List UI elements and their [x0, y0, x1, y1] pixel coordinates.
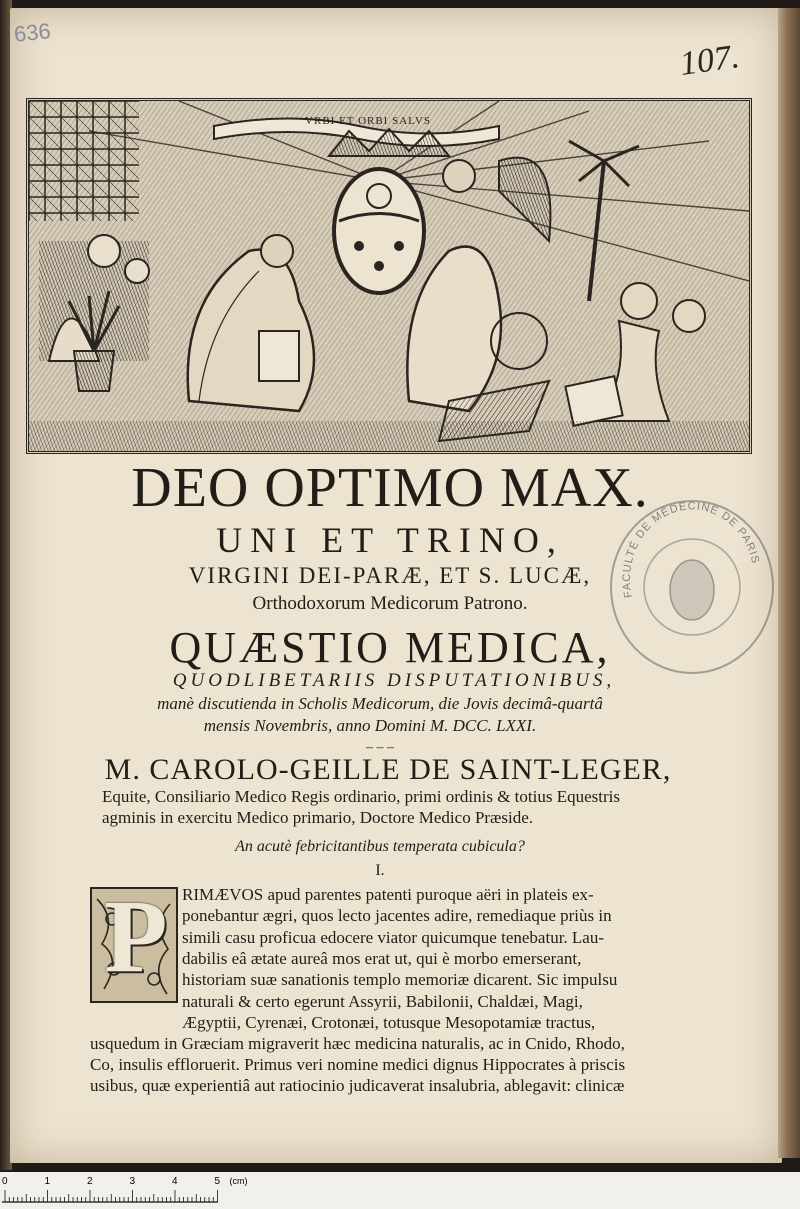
engraving-banner-text: VRBI ET ORBI SALVS [305, 115, 431, 127]
body-line: usibus, quæ experientiâ aut ratiocinio judicaverat insalubria, ablegavit: clinicæ [90, 1076, 625, 1095]
stamp-text: FACULTÉ DE MÉDECINE DE PARIS [620, 502, 762, 599]
title-quodlibetariis: QUODLIBETARIIS DISPUTATIONIBUS, [172, 670, 616, 691]
initial-letter: P [104, 887, 168, 994]
section-number: I. [375, 862, 385, 879]
title-uni-et-trino: UNI ET TRINO, [216, 520, 564, 560]
body-line: usquedum in Græciam migraverit hæc medicina naturalis, ac in Cnido, Rhodo, [90, 1034, 625, 1053]
thesis-question: An acutè febricitantibus temperata cubicula? [235, 838, 525, 855]
folio-corner-number: 636 [12, 18, 52, 47]
decorated-initial [90, 887, 178, 1003]
folio-number: 107. [677, 38, 742, 83]
body-line: simili casu proficua edocere viator quicumque tenebatur. Lau- [182, 928, 605, 947]
ruler-label: 3 [129, 1176, 136, 1187]
ruler-label: 0 [2, 1176, 8, 1187]
body-line: RIMÆVOS apud parentes patenti puroque aëri in plateis ex- [182, 885, 594, 904]
woodcut-frontispiece-icon [29, 101, 749, 451]
ruler-unit: (cm) [229, 1176, 248, 1186]
ruler-label: 4 [172, 1176, 178, 1187]
engraving-illustration [26, 98, 752, 454]
ornament-divider: – – – [366, 740, 394, 755]
body-line: historiam suæ sanationis templo memoriæ dicarent. Sic impulsu [182, 970, 618, 989]
body-line: dabilis eâ ætate aureâ mos erat ut, qui è morbo emerserant, [182, 949, 582, 968]
body-line: Ægyptii, Cyrenæi, Crotonæi, totusque Mesopotamiæ tractus, [182, 1013, 596, 1032]
stamp-seal-icon [612, 502, 772, 672]
title-praeses-name: M. CAROLO-GEILLE DE SAINT-LEGER, [104, 753, 672, 786]
ruler-icon [0, 1172, 800, 1209]
body-line: Co, insulis effloruerit. Primus veri nomine medici dignus Hippocrates à priscis [90, 1055, 626, 1074]
ruler-label: 5 [214, 1176, 221, 1187]
title-date: mensis Novembris, anno Domini M. DCC. LXXI. [203, 716, 537, 735]
ruler-label: 2 [87, 1176, 93, 1187]
body-line: naturali & certo egerunt Assyrii, Babilonii, Chaldæi, Magi, [182, 992, 583, 1011]
library-stamp [610, 500, 774, 674]
title-praeses-role-1: Equite, Consiliario Medico Regis ordinario, primi ordinis & totius Equestris [102, 787, 620, 806]
title-deo-optimo: DEO OPTIMO MAX. [131, 457, 649, 519]
title-praeses-role-2: agminis in exercitu Medico primario, Doctore Medico Præside. [102, 808, 534, 827]
ruler-label: 1 [44, 1176, 51, 1187]
title-mane-discutienda: manè discutienda in Scholis Medicorum, die Jovis decimâ-quartâ [157, 694, 603, 713]
body-line: ponebantur ægri, quos lecto jacentes adire, remediaque priùs in [182, 906, 612, 925]
title-quaestio-medica: QUÆSTIO MEDICA, [169, 623, 611, 672]
title-virgini: VIRGINI DEI-PARÆ, ET S. LUCÆ, [188, 563, 592, 588]
title-orthodoxorum: Orthodoxorum Medicorum Patrono. [252, 593, 528, 614]
scale-ruler [0, 1172, 800, 1209]
